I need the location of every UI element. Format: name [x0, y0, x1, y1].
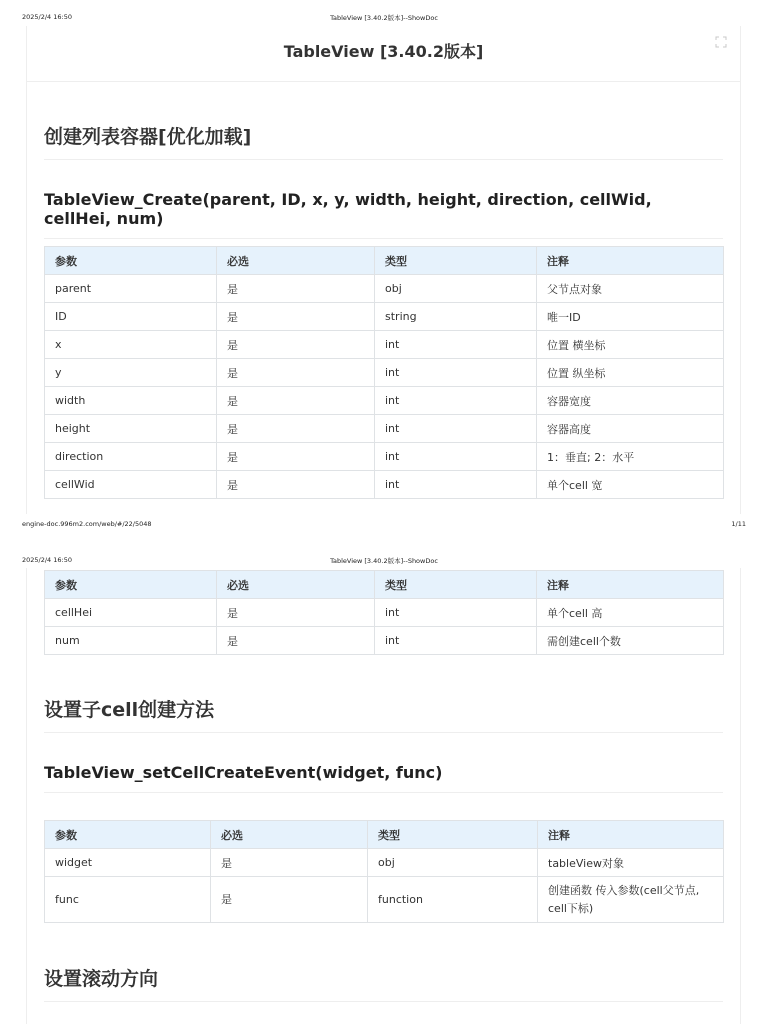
param-table-create-continued [44, 570, 724, 655]
cell-comment: 位置 纵坐标 [537, 359, 724, 387]
cell-type: obj [375, 275, 537, 303]
cell-type: int [375, 331, 537, 359]
table-row [45, 849, 724, 877]
cell-param: widget [45, 849, 211, 877]
cell-comment: 单个cell 高 [537, 599, 724, 627]
cell-comment: 创建函数 传入参数(cell父节点, cell下标) [538, 877, 724, 923]
column-header-comment: 注释 [538, 821, 724, 849]
cell-type: obj [368, 849, 538, 877]
cell-required: 是 [211, 877, 368, 923]
cell-param: ID [45, 303, 217, 331]
cell-comment: 1：垂直; 2：水平 [537, 443, 724, 471]
cell-required: 是 [217, 303, 375, 331]
cell-comment: 位置 横坐标 [537, 331, 724, 359]
print-header-2 [22, 556, 746, 566]
table-row [45, 599, 724, 627]
cell-param: parent [45, 275, 217, 303]
cell-type: int [375, 359, 537, 387]
cell-param: cellWid [45, 471, 217, 499]
table-header-row [45, 247, 724, 275]
table-header-row [45, 821, 724, 849]
column-header-type: 类型 [368, 821, 538, 849]
cell-type: string [375, 303, 537, 331]
print-header [22, 13, 746, 23]
print-datetime: 2025/2/4 16:50 [22, 556, 72, 564]
cell-comment: 父节点对象 [537, 275, 724, 303]
column-header-required: 必选 [217, 247, 375, 275]
cell-required: 是 [211, 849, 368, 877]
cell-type: int [375, 471, 537, 499]
cell-type: int [375, 387, 537, 415]
cell-comment: 容器高度 [537, 415, 724, 443]
table-row [45, 877, 724, 923]
table-row [45, 303, 724, 331]
doc-title-bar [27, 26, 740, 82]
cell-required: 是 [217, 415, 375, 443]
print-page-number: 1/11 [731, 520, 746, 528]
param-table-create [44, 246, 724, 499]
column-header-param: 参数 [45, 571, 217, 599]
cell-type: int [375, 627, 537, 655]
table-row [45, 471, 724, 499]
column-header-type: 类型 [375, 247, 537, 275]
doc-page-2 [26, 568, 741, 1024]
cell-param: func [45, 877, 211, 923]
cell-param: x [45, 331, 217, 359]
cell-required: 是 [217, 331, 375, 359]
cell-comment: 唯一ID [537, 303, 724, 331]
cell-param: num [45, 627, 217, 655]
column-header-param: 参数 [45, 821, 211, 849]
cell-param: width [45, 387, 217, 415]
table-row [45, 415, 724, 443]
column-header-param: 参数 [45, 247, 217, 275]
print-datetime: 2025/2/4 16:50 [22, 13, 72, 21]
doc-page-1 [26, 26, 741, 514]
table-row [45, 627, 724, 655]
print-page-title: TableView [3.40.2版本]--ShowDoc [330, 557, 438, 565]
print-url: engine-doc.996m2.com/web/#/22/5048 [22, 520, 152, 528]
cell-type: int [375, 415, 537, 443]
cell-comment: 需创建cell个数 [537, 627, 724, 655]
cell-type: int [375, 599, 537, 627]
cell-comment: 单个cell 宽 [537, 471, 724, 499]
cell-required: 是 [217, 443, 375, 471]
cell-required: 是 [217, 387, 375, 415]
cell-required: 是 [217, 599, 375, 627]
table-row [45, 275, 724, 303]
column-header-type: 类型 [375, 571, 537, 599]
cell-required: 是 [217, 471, 375, 499]
print-page-title: TableView [3.40.2版本]--ShowDoc [330, 14, 438, 22]
table-row [45, 443, 724, 471]
column-header-comment: 注释 [537, 571, 724, 599]
cell-required: 是 [217, 359, 375, 387]
param-table-cell-event [44, 820, 724, 923]
table-row [45, 331, 724, 359]
table-header-row [45, 571, 724, 599]
cell-required: 是 [217, 627, 375, 655]
doc-title: TableView [3.40.2版本] [283, 42, 484, 61]
table-row [45, 387, 724, 415]
section-heading-create: 创建列表容器[优化加载] [44, 122, 723, 160]
column-header-comment: 注释 [537, 247, 724, 275]
cell-comment: 容器宽度 [537, 387, 724, 415]
cell-param: height [45, 415, 217, 443]
column-header-required: 必选 [211, 821, 368, 849]
fullscreen-icon[interactable] [715, 36, 727, 48]
cell-param: direction [45, 443, 217, 471]
column-header-required: 必选 [217, 571, 375, 599]
cell-type: int [375, 443, 537, 471]
function-signature-cell-event: TableView_setCellCreateEvent(widget, func) [44, 763, 723, 793]
function-signature-create: TableView_Create(parent, ID, x, y, width, height, direction, cellWid, cellHei, num) [44, 190, 723, 239]
table-row [45, 359, 724, 387]
section-heading-scroll: 设置滚动方向 [44, 964, 723, 1002]
print-footer [22, 520, 746, 530]
section-heading-cell-event: 设置子cell创建方法 [44, 695, 723, 733]
cell-required: 是 [217, 275, 375, 303]
cell-comment: tableView对象 [538, 849, 724, 877]
cell-param: y [45, 359, 217, 387]
cell-type: function [368, 877, 538, 923]
cell-param: cellHei [45, 599, 217, 627]
